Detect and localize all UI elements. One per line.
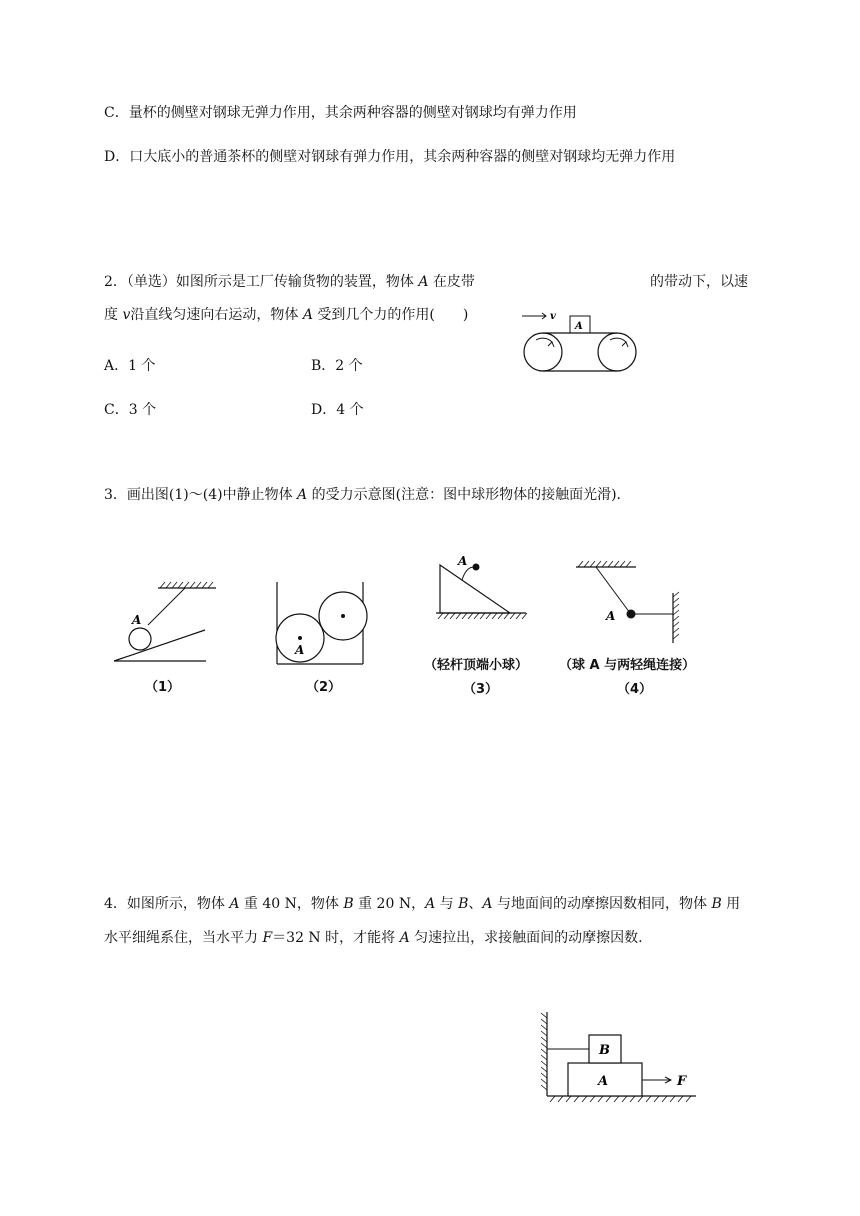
block-a-label: A bbox=[598, 1074, 609, 1089]
blocks-figure bbox=[540, 1010, 700, 1105]
q2-option-a: A．1 个 bbox=[104, 358, 156, 374]
fig4-note: （球 A 与两轻绳连接） bbox=[559, 658, 696, 673]
q2-line1: 2．（单选）如图所示是工厂传输货物的装置，物体 A 在皮带 bbox=[104, 274, 475, 290]
figure-2 bbox=[272, 580, 372, 670]
fig1-caption: （1） bbox=[145, 680, 181, 695]
q2-option-c: C．3 个 bbox=[104, 402, 157, 418]
q4-line1: 4．如图所示，物体 A 重 40 N，物体 B 重 20 N，A 与 B、A 与地面间的动摩擦因数相同，物体 B 用 bbox=[104, 896, 741, 912]
conveyor-belt-figure bbox=[518, 308, 648, 378]
figure-3 bbox=[430, 555, 530, 625]
fig3-caption: （3） bbox=[463, 682, 499, 697]
fig2-caption: （2） bbox=[306, 680, 342, 695]
fig4-caption: （4） bbox=[617, 682, 653, 697]
figure-4 bbox=[570, 555, 690, 645]
figure-1 bbox=[110, 580, 220, 670]
velocity-label: v bbox=[550, 311, 556, 322]
q2-option-b: B．2 个 bbox=[311, 358, 363, 374]
fig4-label-a: A bbox=[606, 609, 616, 623]
q2-option-d: D．4 个 bbox=[311, 402, 364, 418]
q2-line1-end: 的带动下，以速 bbox=[650, 274, 748, 290]
fig3-label-a: A bbox=[458, 554, 468, 568]
option-d: D．口大底小的普通茶杯的侧壁对钢球有弹力作用，其余两种容器的侧壁对钢球均无弹力作用 bbox=[104, 149, 676, 165]
block-b-label: B bbox=[599, 1043, 610, 1058]
force-f-label: F bbox=[677, 1074, 687, 1089]
option-c: C．量杯的侧壁对钢球无弹力作用，其余两种容器的侧壁对钢球均有弹力作用 bbox=[104, 105, 577, 121]
q4-line2: 水平细绳系住，当水平力 F＝32 N 时，才能将 A 匀速拉出，求接触面间的动摩擦因数. bbox=[104, 930, 643, 946]
fig2-label-a: A bbox=[295, 643, 305, 657]
q3-line: 3．画出图(1)～(4)中静止物体 A 的受力示意图(注意：图中球形物体的接触面光滑). bbox=[104, 487, 621, 503]
fig3-note: （轻杆顶端小球） bbox=[424, 658, 529, 673]
q2-line2: 度 v沿直线匀速向右运动，物体 A 受到几个力的作用( ) bbox=[104, 307, 469, 323]
fig1-label-a: A bbox=[132, 613, 142, 627]
block-a-label: A bbox=[575, 321, 583, 332]
